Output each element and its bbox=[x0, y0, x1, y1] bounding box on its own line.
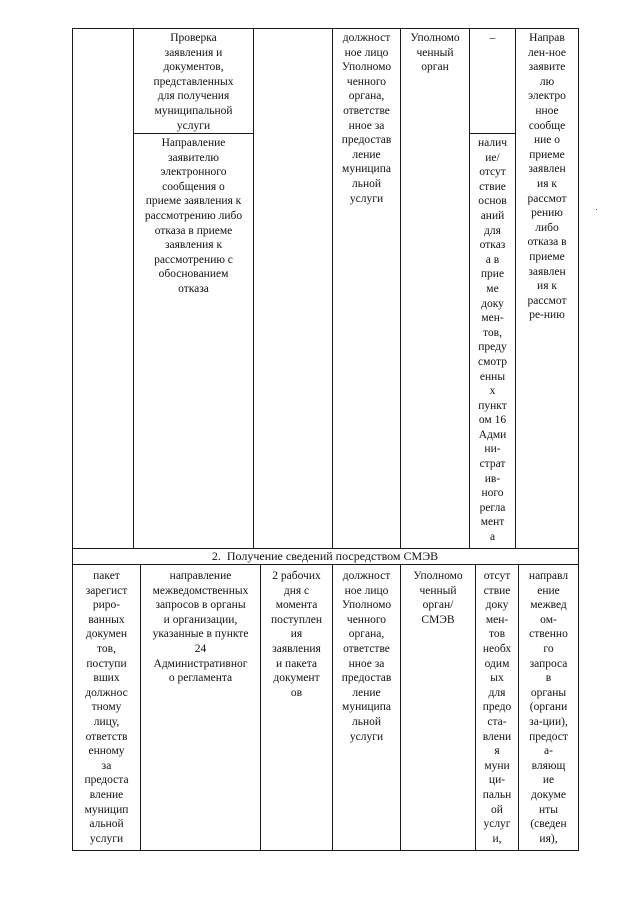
row-a-action-cell: Проверка заявления и документов, представленных для получения муниципальной услуги bbox=[153, 32, 234, 132]
section-header-bottom-border bbox=[72, 564, 579, 565]
col-line-7 bbox=[578, 28, 579, 565]
col-line-4 bbox=[400, 28, 401, 548]
sec2-body-cell: Уполномо ченный орган/ СМЭВ bbox=[413, 570, 463, 626]
row-a-responsible-cell: должност ное лицо Уполномо ченного органа, ответстве нное за предостав ление муниципа льной услуги bbox=[341, 32, 392, 205]
sec2-criteria-cell: отсут ствие доку мен- тов необх одим ых для предо ста- влени я муни ци- пальн ой услуг и, bbox=[482, 570, 512, 845]
sec2-term-cell: 2 рабочих дня с момента поступлен ия заявления и пакета документ ов bbox=[270, 570, 323, 699]
scan-speck bbox=[596, 209, 597, 210]
sec2-action-cell: направление межведомственных запросов в органы и организации, указанные в пункте 24 Административног о регламента bbox=[152, 570, 249, 685]
row-b-criteria-cell: налич ие/ отсут ствие основ аний для отказ а в прие ме доку мен- тов, преду смотр енны х пункт ом 16 Адми ни- страт ив- ного регла мент а bbox=[477, 137, 508, 544]
col-line-7-lower bbox=[578, 564, 579, 851]
row-a-result-cell: Направ лен-ное заявите лю электро нное сообще ние о приеме заявлен ия к рассмот рению либо отказа в приеме заявлен ия к рассмот ре-нию bbox=[527, 32, 567, 322]
section-2-number: 2. bbox=[211, 549, 221, 563]
table-top-border bbox=[72, 28, 579, 29]
sec2-basis-cell: пакет зарегист риро- ванных докумен тов, поступи вших должнос тному лицу, ответств енному за предоста вление муницип альной услуги bbox=[84, 570, 129, 845]
row-divider-1b bbox=[469, 133, 515, 134]
row-a-body-cell: Уполномо ченный орган bbox=[410, 32, 460, 74]
section-2-title: Получение сведений посредством СМЭВ bbox=[226, 549, 439, 563]
section-2-header bbox=[72, 548, 578, 564]
sec2-responsible-cell: должност ное лицо Уполномо ченного органа, ответстве нное за предостав ление муниципа льной услуги bbox=[341, 570, 392, 743]
table-bottom-border bbox=[72, 850, 579, 851]
row-a-criteria-dash: – bbox=[489, 32, 496, 44]
col-line-0 bbox=[72, 28, 73, 565]
row-b-action-cell: Направление заявителю электронного сообщения о приеме заявления к рассмотрению либо отказа в приеме заявления к рассмотрению с обоснованием отказа bbox=[144, 137, 243, 295]
col-line-2 bbox=[253, 28, 254, 548]
sec2-result-cell: направл ение межвед ом- ственно го запроса в органы (органи за-ции), предост а- вляющ ие докуме нты (сведен ия), bbox=[528, 570, 569, 845]
